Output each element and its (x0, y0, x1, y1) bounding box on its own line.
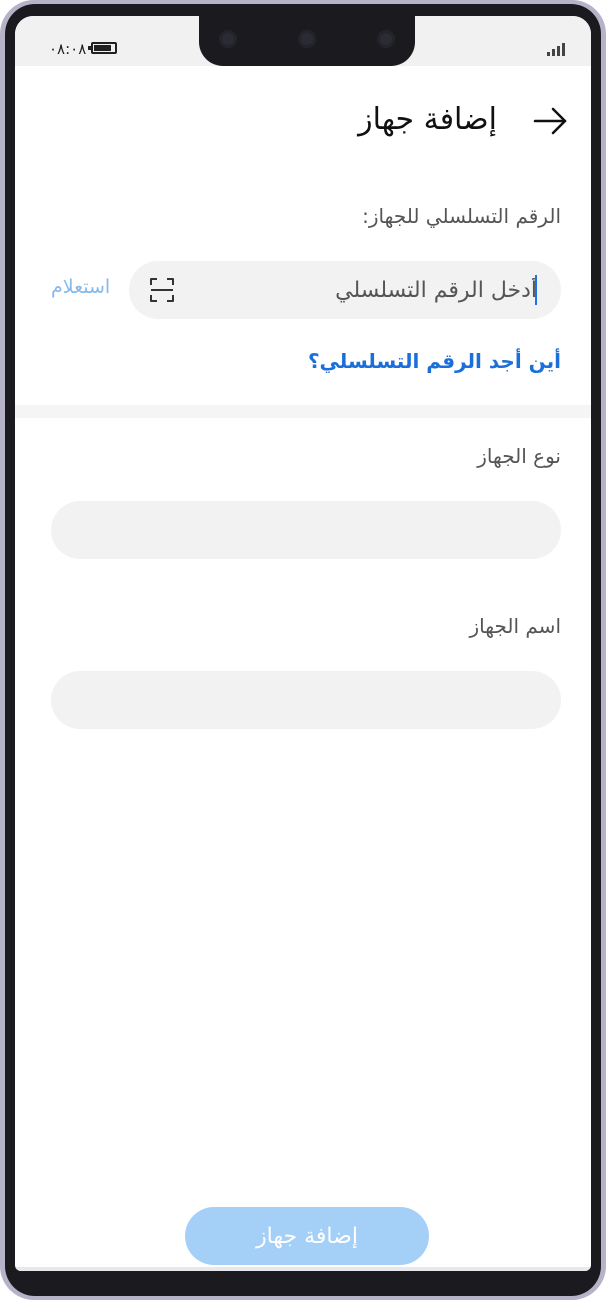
arrow-right-icon[interactable] (531, 106, 571, 136)
find-serial-link[interactable]: أين أجد الرقم التسلسلي؟ (307, 349, 561, 373)
camera-lens-icon (377, 30, 395, 48)
query-button[interactable]: استعلام (51, 276, 111, 298)
serial-number-field[interactable] (129, 261, 561, 319)
device-type-label: نوع الجهاز (477, 444, 561, 468)
battery-icon (91, 42, 117, 54)
bottom-edge (15, 1267, 591, 1271)
serial-number-input[interactable] (207, 261, 537, 319)
signal-strength-icon (547, 40, 569, 56)
device-bezel (5, 4, 601, 1296)
add-device-button[interactable]: إضافة جهاز (185, 1207, 429, 1265)
status-time: ٠٨:٠٨ (49, 40, 87, 58)
app-screen (15, 16, 591, 1271)
device-name-field[interactable] (51, 671, 561, 729)
section-divider (15, 405, 591, 418)
scan-frame-icon[interactable] (149, 277, 175, 303)
serial-number-label: الرقم التسلسلي للجهاز: (362, 204, 561, 228)
device-type-field[interactable] (51, 501, 561, 559)
page-header (15, 96, 591, 146)
camera-lens-icon (219, 30, 237, 48)
status-bar (15, 16, 591, 66)
text-caret (535, 275, 537, 305)
sensor-icon (298, 30, 316, 48)
camera-notch (199, 16, 415, 66)
device-name-label: اسم الجهاز (469, 614, 561, 638)
page-title: إضافة جهاز (358, 102, 497, 137)
battery-level (94, 45, 111, 51)
